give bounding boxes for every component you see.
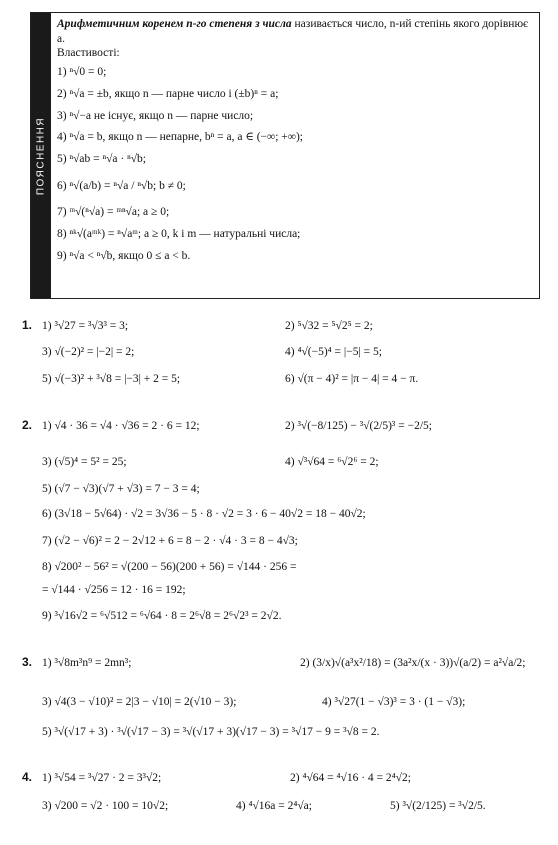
property-2: 2) ⁿ√a = ±b, якщо n — парне число і (±b)ⁿ = a; — [57, 87, 279, 100]
side-label-bar — [31, 13, 51, 298]
property-8: 8) ⁿᵏ√(aᵐᵏ) = ⁿ√aᵐ; a ≥ 0, k і m — натуральні числа; — [57, 228, 301, 241]
exercise-3-item-5: 5) ³√(√17 + 3) · ³√(√17 − 3) = ³√(√17 + 3)(√17 − 3) = ³√17 − 9 = ³√8 = 2. — [42, 726, 380, 738]
exercise-2-item-3: 3) (√5)⁴ = 5² = 25; — [42, 456, 127, 468]
exercise-4-item-3: 3) √200 = √2 · 100 = 10√2; — [42, 800, 169, 812]
property-7: 7) ᵐ√(ⁿ√a) = ᵐⁿ√a; a ≥ 0; — [57, 206, 170, 219]
exercise-1-item-1: 1) ³√27 = ³√3³ = 3; — [42, 320, 129, 332]
exercise-3-item-3: 3) √4(3 − √10)² = 2|3 − √10| = 2(√10 − 3); — [42, 696, 237, 708]
exercise-4-item-4: 4) ⁴√16a = 2⁴√a; — [236, 800, 312, 812]
exercise-1-item-3: 3) √(−2)² = |−2| = 2; — [42, 346, 135, 358]
exercise-2-item-5: 5) (√7 − √3)(√7 + √3) = 7 − 3 = 4; — [42, 483, 200, 495]
exercise-2-item-9: 9) ³√16√2 = ⁶√512 = ⁶√64 · 8 = 2⁶√8 = 2⁶√2³ = 2√2. — [42, 610, 282, 622]
exercise-4-item-2: 2) ⁴√64 = ⁴√16 · 4 = 2⁴√2; — [290, 772, 411, 784]
exercise-1-item-5: 5) √(−3)² + ³√8 = |−3| + 2 = 5; — [42, 373, 181, 385]
properties-title: Властивості: — [57, 47, 120, 60]
definition — [57, 17, 531, 46]
exercise-2-item-1: 1) √4 · 36 = √4 · √36 = 2 · 6 = 12; — [42, 420, 200, 432]
exercise-2-item-8-cont: = √144 · √256 = 12 · 16 = 192; — [42, 584, 186, 596]
exercise-2-number: 2. — [22, 418, 33, 432]
exercise-1-number: 1. — [22, 318, 33, 332]
explanation-box — [30, 12, 540, 299]
exercise-2-item-4: 4) √³√64 = ⁶√2⁶ = 2; — [285, 456, 379, 468]
exercise-3-item-4: 4) ³√27(1 − √3)³ = 3 · (1 − √3); — [322, 696, 466, 708]
exercise-3-number: 3. — [22, 655, 33, 669]
property-5: 5) ⁿ√ab = ⁿ√a · ⁿ√b; — [57, 153, 146, 166]
explanation-content — [57, 17, 531, 294]
exercise-4-item-5: 5) ³√(2/125) = ³√2/5. — [390, 800, 486, 812]
side-label: ПОЯСНЕННЯ — [35, 116, 47, 195]
exercise-2-item-8: 8) √200² − 56² = √(200 − 56)(200 + 56) = √144 · 256 = — [42, 561, 297, 573]
property-4: 4) ⁿ√a = b, якщо n — непарне, bⁿ = a, a ∈ (−∞; +∞); — [57, 131, 303, 144]
exercise-2-item-6: 6) (3√18 − 5√64) · √2 = 3√36 − 5 · 8 · √2 = 3 · 6 − 40√2 = 18 − 40√2; — [42, 508, 366, 520]
property-6: 6) ⁿ√(a/b) = ⁿ√a / ⁿ√b; b ≠ 0; — [57, 179, 186, 192]
exercise-1-item-4: 4) ⁴√(−5)⁴ = |−5| = 5; — [285, 346, 382, 358]
property-1: 1) ⁿ√0 = 0; — [57, 66, 107, 79]
definition-rest: називається число, n-ий степінь якого дорівнює a. — [57, 18, 528, 45]
exercise-2-item-2: 2) ³√(−8/125) − ³√(2/5)³ = −2/5; — [285, 420, 432, 432]
property-9: 9) ⁿ√a < ⁿ√b, якщо 0 ≤ a < b. — [57, 249, 191, 262]
exercise-3-item-2: 2) (3/x)√(a³x²/18) = (3a²x/(x · 3))√(a/2) = a²√a/2; — [300, 657, 526, 669]
exercise-4-item-1: 1) ³√54 = ³√27 · 2 = 3³√2; — [42, 772, 162, 784]
exercise-3-item-1: 1) ³√8m³n⁹ = 2mn³; — [42, 657, 132, 669]
exercise-1-item-6: 6) √(π − 4)² = |π − 4| = 4 − π. — [285, 373, 419, 385]
exercise-1-item-2: 2) ⁵√32 = ⁵√2⁵ = 2; — [285, 320, 373, 332]
property-3: 3) ⁿ√−a не існує, якщо n — парне число; — [57, 109, 254, 122]
exercise-2-item-7: 7) (√2 − √6)² = 2 − 2√12 + 6 = 8 − 2 · √4 · 3 = 8 − 4√3; — [42, 535, 298, 547]
definition-term: Арифметичним коренем n-го степеня з числа — [57, 18, 292, 30]
exercise-4-number: 4. — [22, 770, 33, 784]
